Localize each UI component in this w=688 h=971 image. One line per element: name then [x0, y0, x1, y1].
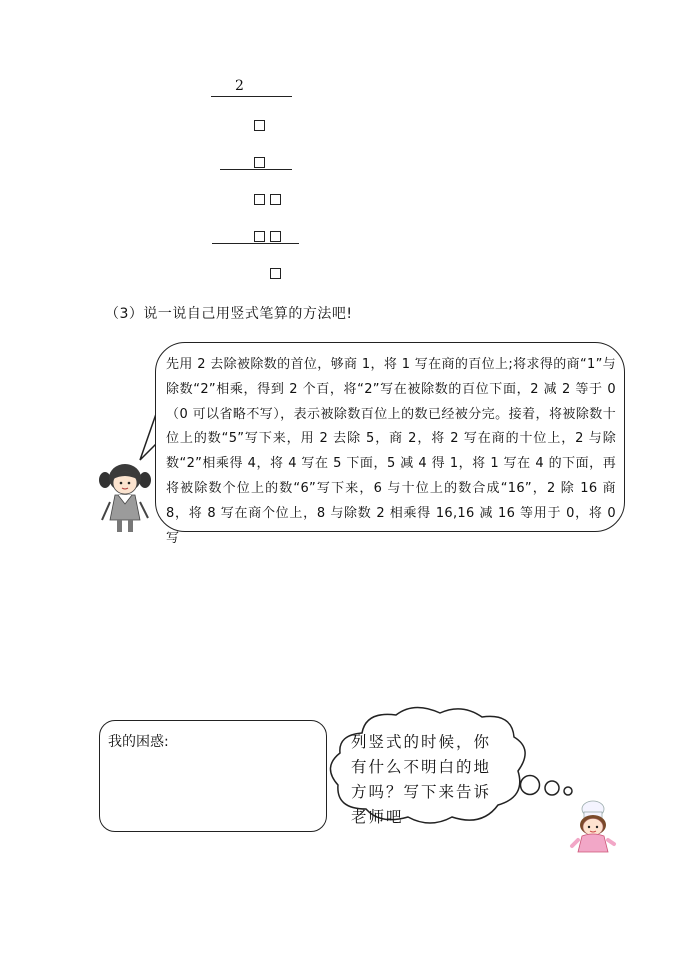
question-3-text: （3）说一说自己用竖式笔算的方法吧! — [105, 306, 353, 322]
thought-cloud-text: 列竖式的时候，你有什么不明白的地方吗？写下来告诉老师吧 — [351, 733, 492, 826]
confusion-label: 我的困惑: — [108, 734, 169, 750]
answer-box — [254, 157, 265, 168]
answer-box — [254, 231, 265, 242]
girl-illustration-icon — [96, 460, 154, 535]
subtraction-line — [220, 169, 292, 170]
quotient-digit: 2 — [235, 78, 244, 94]
speech-bubble-text: 先用 2 去除被除数的首位，够商 1，将 1 写在商的百位上;将求得的商“1”与除数“2”相乘，得到 2 个百，将“2”写在被除数的百位下面，2 减 2 等于 0（0 可以省略不写），表示被除数百位上的数已经被分完。接着，将被除数十位上的数“5”写下来，用 2 去除 5，商 2，将 2 写在商的十位上，2 与除数“2”相乘得 4，将 4 写在 5 下面，5 减 4 得 1，将 1 写在 4 的下面，再将被除数个位上的数“6”写下来，6 与十位上的数合成“16”，2 除 16 商 8，将 8 写在商个位上，8 与除数 2 相乘得 16,16 减 16 等用于 0，将 0 写 — [166, 357, 616, 546]
quotient-line — [211, 96, 292, 97]
subtraction-line — [212, 243, 299, 244]
answer-box — [254, 194, 265, 205]
answer-box — [254, 120, 265, 131]
answer-box — [270, 194, 281, 205]
chef-girl-illustration-icon — [568, 800, 618, 855]
answer-box — [270, 231, 281, 242]
speech-bubble — [155, 342, 625, 546]
confusion-box[interactable] — [99, 720, 327, 832]
answer-box — [270, 268, 281, 279]
